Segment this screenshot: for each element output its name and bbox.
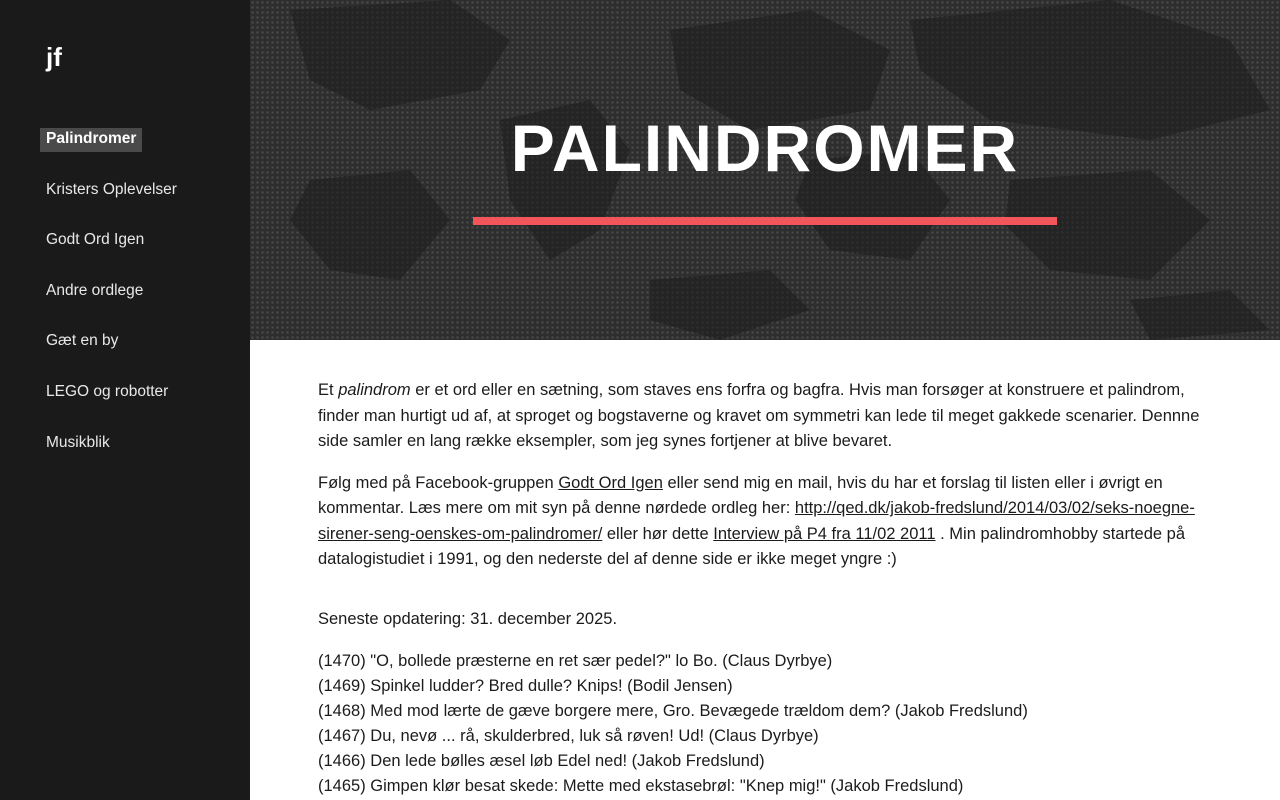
sidebar-item-palindromer[interactable] bbox=[0, 128, 250, 152]
content-spacer bbox=[318, 589, 1220, 607]
sidebar-item-label: Godt Ord Igen bbox=[46, 231, 145, 249]
list-item: (1467) Du, nevø ... rå, skulderbred, luk så røven! Ud! (Claus Dyrbye) bbox=[318, 726, 819, 745]
links-paragraph bbox=[318, 471, 1220, 573]
page-title: PALINDROMER bbox=[510, 111, 1020, 185]
sidebar-nav bbox=[0, 128, 250, 455]
list-item: (1470) "O, bollede præsterne en ret sær pedel?" lo Bo. (Claus Dyrbye) bbox=[318, 651, 833, 670]
links-text-c: eller hør dette bbox=[602, 524, 714, 543]
links-text-b: eller send mig en mail, hvis du har et forslag til listen eller i øvrigt en kommentar. Læs mere om mit syn på denne nørdede ordleg her: bbox=[318, 473, 1163, 518]
sidebar-item-gaet-en-by[interactable] bbox=[0, 330, 250, 354]
title-accent-rule bbox=[473, 217, 1057, 225]
sidebar-item-label: Kristers Oplevelser bbox=[46, 180, 177, 198]
hero-banner bbox=[250, 0, 1280, 340]
last-updated-line: Seneste opdatering: 31. december 2025. bbox=[318, 609, 618, 628]
list-item: (1469) Spinkel ludder? Bred dulle? Knips! (Bodil Jensen) bbox=[318, 676, 733, 695]
palindrome-list bbox=[318, 649, 1220, 799]
sidebar bbox=[0, 0, 250, 800]
sidebar-item-label: Palindromer bbox=[40, 128, 142, 152]
list-item: (1468) Med mod lærte de gæve borgere mere, Gro. Bevægede trældom dem? (Jakob Fredslund) bbox=[318, 701, 1028, 720]
link-qed-article[interactable]: http://qed.dk/jakob-fredslund/2014/03/02/seks-noegne-sirener-seng-oenskes-om-palindromer/ bbox=[318, 499, 1195, 543]
sidebar-item-andre-ordlege[interactable] bbox=[0, 280, 250, 304]
link-p4-interview[interactable]: Interview på P4 fra 11/02 2011 bbox=[713, 524, 936, 543]
list-item: (1465) Gimpen klør besat skede: Mette med ekstasebrøl: "Knep mig!" (Jakob Fredslund) bbox=[318, 776, 964, 795]
sidebar-item-label: Andre ordlege bbox=[46, 281, 144, 299]
intro-text-post: er et ord eller en sætning, som staves ens forfra og bagfra. Hvis man forsøger at konstruere et palindrom, finder man hurtigt ud af, at sproget og bogstaverne og kravet om symmetri kan lede til meget gakkede scenarier. Dennne side samler en lang række eksempler, som jeg synes fortjener at blive bevaret. bbox=[318, 381, 1200, 451]
link-godt-ord-igen[interactable]: Godt Ord Igen bbox=[558, 473, 663, 492]
article-body bbox=[250, 340, 1280, 799]
links-text-d: . Min palindromhobby startede på datalogistudiet i 1991, og den nederste del af denne side er ikke meget yngre :) bbox=[318, 524, 1186, 569]
sidebar-item-label: Gæt en by bbox=[46, 332, 119, 350]
sidebar-item-kristers-oplevelser[interactable] bbox=[0, 179, 250, 203]
main-content bbox=[250, 0, 1280, 800]
palindrom-emphasis: palindrom bbox=[338, 381, 411, 399]
sidebar-item-label: LEGO og robotter bbox=[46, 382, 169, 400]
sidebar-item-lego-og-robotter[interactable] bbox=[0, 381, 250, 405]
sidebar-item-label: Musikblik bbox=[46, 433, 110, 451]
intro-paragraph bbox=[318, 378, 1220, 455]
sidebar-item-musikblik[interactable] bbox=[0, 432, 250, 456]
sidebar-item-godt-ord-igen[interactable] bbox=[0, 229, 250, 253]
list-item: (1466) Den lede bølles æsel løb Edel ned! (Jakob Fredslund) bbox=[318, 751, 765, 770]
intro-text-pre: Et bbox=[318, 381, 339, 399]
site-logo[interactable]: jf bbox=[46, 42, 62, 72]
links-text-a: Følg med på Facebook-gruppen bbox=[318, 473, 559, 492]
